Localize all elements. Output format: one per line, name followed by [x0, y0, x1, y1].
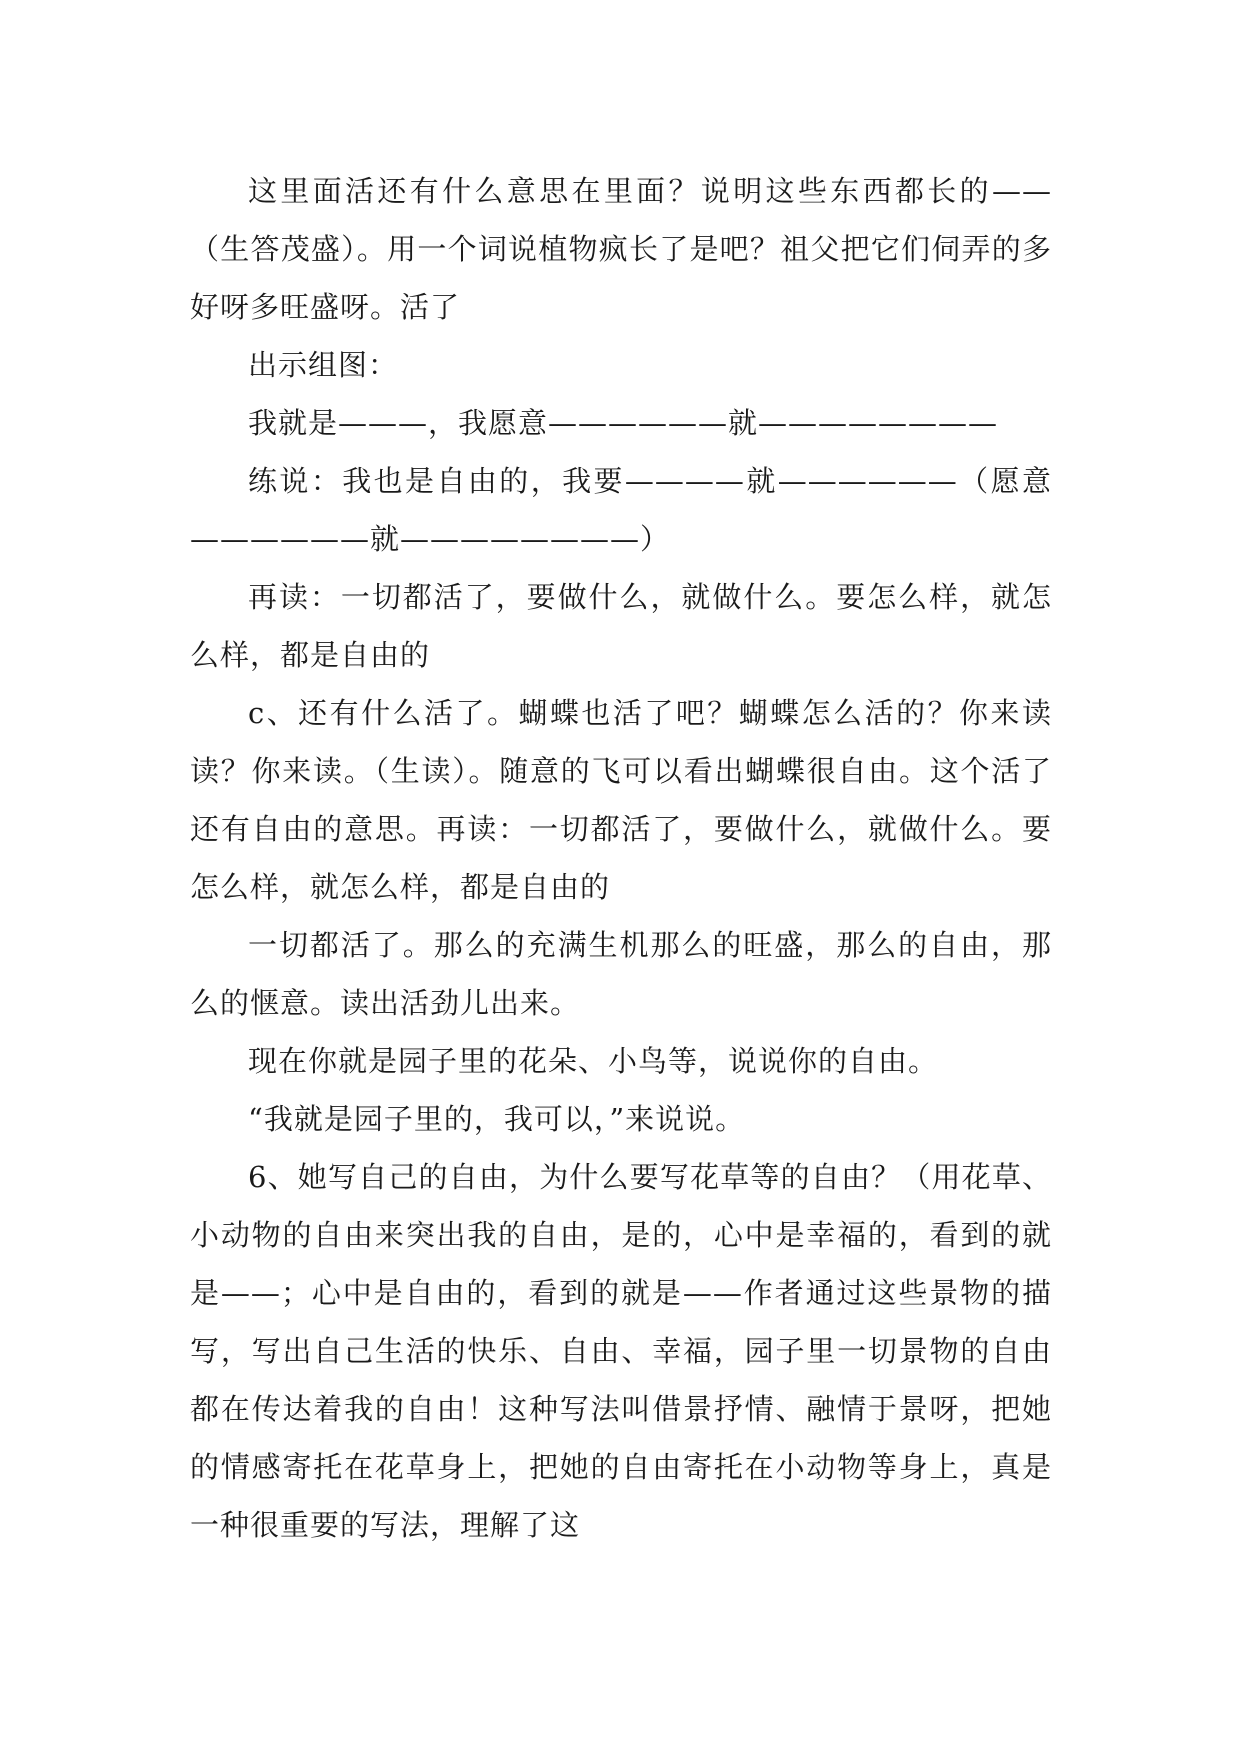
document-body — [190, 162, 1052, 1554]
paragraph-3: 我就是———，我愿意——————就———————— — [248, 406, 999, 440]
paragraph-1: 这里面活还有什么意思在里面？说明这些东西都长的——（生答茂盛）。用一个词说植物疯长了是吧？祖父把它们伺弄的多好呀多旺盛呀。活了 — [190, 174, 1052, 324]
paragraph-2: 出示组图： — [248, 348, 399, 382]
paragraph-5: 再读：一切都活了，要做什么，就做什么。要怎么样，就怎么样，都是自由的 — [190, 580, 1052, 672]
paragraph-8: 现在你就是园子里的花朵、小鸟等，说说你的自由。 — [248, 1044, 939, 1078]
paragraph-7: 一切都活了。那么的充满生机那么的旺盛，那么的自由，那么的惬意。读出活劲儿出来。 — [190, 928, 1052, 1020]
paragraph-4: 练说：我也是自由的，我要————就——————（愿意——————就————————） — [190, 464, 1052, 556]
paragraph-6: c、还有什么活了。蝴蝶也活了吧？蝴蝶怎么活的？你来读读？你来读。（生读）。随意的飞可以看出蝴蝶很自由。这个活了还有自由的意思。再读：一切都活了，要做什么，就做什么。要怎么样，就怎么样，都是自由的 — [190, 696, 1052, 904]
paragraph-10: 6、她写自己的自由，为什么要写花草等的自由？（用花草、小动物的自由来突出我的自由，是的，心中是幸福的，看到的就是——；心中是自由的，看到的就是——作者通过这些景物的描写，写出自己生活的快乐、自由、幸福，园子里一切景物的自由都在传达着我的自由！这种写法叫借景抒情、融情于景呀，把她的情感寄托在花草身上，把她的自由寄托在小动物等身上，真是一种很重要的写法，理解了这 — [190, 1160, 1052, 1542]
paragraph-9: “我就是园子里的，我可以，”来说说。 — [248, 1102, 746, 1136]
